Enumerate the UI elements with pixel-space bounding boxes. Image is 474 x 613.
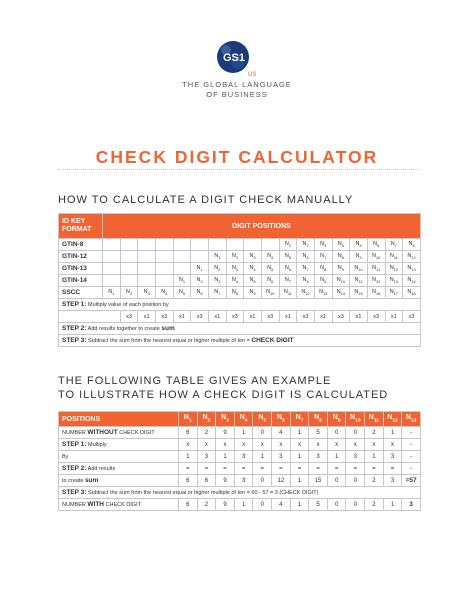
position-cell: $N_4$: [244, 263, 262, 275]
value-cell: 5: [309, 427, 328, 439]
value-cell: x: [327, 439, 346, 451]
value-cell: 6: [179, 427, 198, 439]
value-cell: =: [216, 463, 235, 475]
value-cell: 3: [346, 451, 365, 463]
value-cell: 1: [179, 451, 198, 463]
position-cell: $N_4$: [261, 251, 279, 263]
value-cell: 3: [309, 451, 328, 463]
position-cell: $N_{11}$: [279, 287, 297, 299]
value-cell: 0: [253, 499, 272, 511]
value-cell: x: [309, 439, 328, 451]
positions-label: POSITIONS: [59, 412, 179, 427]
position-cell: $N_1$: [208, 251, 226, 263]
position-cell: [173, 251, 191, 263]
value-cell: 9: [216, 499, 235, 511]
position-cell: $N_9$: [314, 275, 332, 287]
value-cell: 1: [234, 499, 253, 511]
position-header: $N_3$: [216, 412, 235, 427]
position-cell: $N_{12}$: [403, 251, 421, 263]
value-cell: 1: [383, 499, 402, 511]
multiplier-cell: x3: [191, 311, 209, 323]
value-cell: 0: [346, 427, 365, 439]
position-cell: [103, 239, 121, 251]
position-cell: $N_6$: [279, 263, 297, 275]
value-cell: x: [216, 439, 235, 451]
position-cell: $N_8$: [403, 239, 421, 251]
position-cell: [138, 263, 156, 275]
value-cell: 3: [234, 451, 253, 463]
position-cell: $N_1$: [279, 239, 297, 251]
value-cell: x: [197, 439, 216, 451]
value-cell: 0: [327, 427, 346, 439]
value-cell: 6: [179, 499, 198, 511]
position-cell: [226, 239, 244, 251]
value-cell: =: [197, 463, 216, 475]
position-cell: $N_{11}$: [367, 263, 385, 275]
format-label: SSCC: [59, 287, 103, 299]
value-cell: =: [253, 463, 272, 475]
tagline: [0, 80, 474, 100]
value-cell: 1: [290, 427, 309, 439]
value-cell: -: [402, 427, 421, 439]
divider: [58, 169, 420, 170]
value-cell: 6: [197, 475, 216, 487]
position-cell: [244, 239, 262, 251]
position-cell: $N_{14}$: [403, 275, 421, 287]
multiplier-cell: x1: [244, 311, 262, 323]
value-cell: 0: [346, 475, 365, 487]
position-cell: $N_{13}$: [403, 263, 421, 275]
position-cell: $N_{12}$: [367, 275, 385, 287]
multiplier-cell: x3: [367, 311, 385, 323]
value-cell: 0: [327, 475, 346, 487]
position-cell: [138, 239, 156, 251]
value-cell: 15: [309, 475, 328, 487]
format-label: GTIN-8: [59, 239, 103, 251]
position-header: $N_{11}$: [365, 412, 384, 427]
value-cell: 1: [234, 427, 253, 439]
position-cell: [120, 251, 138, 263]
value-cell: =: [383, 463, 402, 475]
position-cell: $N_9$: [244, 287, 262, 299]
value-cell: =: [272, 463, 291, 475]
position-header: $N_9$: [327, 412, 346, 427]
step-row: [59, 335, 421, 347]
gs1-logo: [215, 40, 261, 78]
position-cell: $N_5$: [173, 287, 191, 299]
position-cell: $N_{11}$: [385, 251, 403, 263]
format-label: GTIN-14: [59, 275, 103, 287]
position-cell: $N_4$: [155, 287, 173, 299]
value-cell: 3: [234, 475, 253, 487]
position-cell: $N_{18}$: [403, 287, 421, 299]
position-cell: $N_2$: [226, 251, 244, 263]
positions-header-row: [59, 412, 421, 427]
position-cell: $N_{10}$: [350, 263, 368, 275]
position-cell: $N_6$: [261, 275, 279, 287]
position-header: $N_2$: [197, 412, 216, 427]
value-cell: 3: [402, 499, 421, 511]
value-cell: x: [365, 439, 384, 451]
value-cell: 5: [309, 499, 328, 511]
position-header: $N_6$: [272, 412, 291, 427]
multiplier-cell: x1: [385, 311, 403, 323]
position-cell: [261, 239, 279, 251]
position-header: $N_5$: [253, 412, 272, 427]
position-cell: $N_2$: [208, 263, 226, 275]
position-cell: $N_{12}$: [297, 287, 315, 299]
position-cell: $N_2$: [191, 275, 209, 287]
position-cell: $N_5$: [350, 239, 368, 251]
value-cell: 1: [290, 499, 309, 511]
value-cell: x: [346, 439, 365, 451]
position-cell: $N_{12}$: [385, 263, 403, 275]
position-cell: $N_6$: [191, 287, 209, 299]
multiplier-row: [59, 311, 421, 323]
position-cell: [173, 263, 191, 275]
value-cell: 3: [383, 451, 402, 463]
value-cell: 0: [327, 499, 346, 511]
value-cell: x: [234, 439, 253, 451]
position-cell: $N_7$: [385, 239, 403, 251]
row-label: to create sum: [59, 475, 179, 487]
position-cell: $N_4$: [226, 275, 244, 287]
value-cell: =: [309, 463, 328, 475]
multiplier-cell: x1: [173, 311, 191, 323]
position-cell: $N_8$: [297, 275, 315, 287]
step-row: [59, 323, 421, 335]
step-row: [59, 299, 421, 311]
position-cell: $N_9$: [350, 251, 368, 263]
logo-sub: US: [248, 72, 257, 78]
value-cell: -: [402, 439, 421, 451]
value-cell: 2: [365, 427, 384, 439]
position-cell: $N_8$: [314, 263, 332, 275]
multiplier-cell: x1: [279, 311, 297, 323]
position-header: $N_7$: [290, 412, 309, 427]
value-cell: =57: [402, 475, 421, 487]
row-sum: [59, 475, 421, 487]
value-cell: 2: [365, 499, 384, 511]
position-header: $N_{10}$: [346, 412, 365, 427]
header-digit-positions: DIGIT POSITIONS: [103, 214, 421, 239]
step-text: STEP 1: Multiply value of each position by: [59, 299, 421, 311]
position-cell: $N_1$: [191, 263, 209, 275]
format-label: GTIN-12: [59, 251, 103, 263]
page-title: CHECK DIGIT CALCULATOR: [95, 147, 379, 167]
value-cell: 4: [272, 499, 291, 511]
step-text: STEP 3: Subtract the sum from the nearest equal or higher multiple of ten = 60 - 57 = 3 (CHECK DIGIT): [59, 487, 421, 499]
row-label: By: [59, 451, 179, 463]
position-cell: $N_6$: [297, 251, 315, 263]
position-cell: [138, 275, 156, 287]
value-cell: 12: [272, 475, 291, 487]
multiplier-cell: x3: [226, 311, 244, 323]
position-cell: $N_5$: [244, 275, 262, 287]
section1-heading: HOW TO CALCULATE A DIGIT CHECK MANUALLY: [58, 194, 354, 206]
position-cell: $N_7$: [279, 275, 297, 287]
row-with-check-digit: [59, 499, 421, 511]
multiplier-cell: x3: [155, 311, 173, 323]
value-cell: 6: [179, 475, 198, 487]
row-step1: [59, 439, 421, 451]
position-cell: $N_2$: [120, 287, 138, 299]
position-cell: $N_6$: [367, 239, 385, 251]
position-header: $N_{12}$: [383, 412, 402, 427]
value-cell: 0: [253, 427, 272, 439]
value-cell: 9: [216, 427, 235, 439]
value-cell: =: [234, 463, 253, 475]
position-cell: $N_{13}$: [385, 275, 403, 287]
position-cell: $N_8$: [332, 251, 350, 263]
value-cell: x: [290, 439, 309, 451]
value-cell: 4: [272, 427, 291, 439]
value-cell: x: [272, 439, 291, 451]
tagline-line1: THE GLOBAL LANGUAGE: [182, 80, 292, 89]
position-cell: $N_3$: [138, 287, 156, 299]
position-header: $N_4$: [234, 412, 253, 427]
value-cell: 1: [383, 427, 402, 439]
position-cell: $N_3$: [314, 239, 332, 251]
format-row: [59, 275, 421, 287]
multiplier-cell: x1: [138, 311, 156, 323]
example-table: [58, 411, 421, 511]
multiplier-cell: x1: [208, 311, 226, 323]
format-row: [59, 251, 421, 263]
position-header: $N_8$: [309, 412, 328, 427]
position-cell: $N_8$: [226, 287, 244, 299]
value-cell: 1: [290, 475, 309, 487]
value-cell: 0: [253, 475, 272, 487]
multiplier-cell: x3: [297, 311, 315, 323]
position-cell: $N_{13}$: [314, 287, 332, 299]
multiplier-cell: x1: [350, 311, 368, 323]
tagline-line2: OF BUSINESS: [206, 90, 268, 99]
section2-heading-line1: THE FOLLOWING TABLE GIVES AN EXAMPLE: [58, 375, 332, 387]
step-text: STEP 2: Add results together to create sum: [59, 323, 421, 335]
position-cell: $N_7$: [314, 251, 332, 263]
position-cell: $N_7$: [297, 263, 315, 275]
position-cell: [155, 263, 173, 275]
multiplier-cell: x3: [261, 311, 279, 323]
position-cell: $N_1$: [173, 275, 191, 287]
position-cell: [103, 275, 121, 287]
position-cell: [208, 239, 226, 251]
position-cell: $N_{14}$: [332, 287, 350, 299]
value-cell: -: [402, 463, 421, 475]
position-cell: $N_3$: [244, 251, 262, 263]
value-cell: 2: [197, 499, 216, 511]
position-cell: $N_2$: [297, 239, 315, 251]
value-cell: 9: [216, 475, 235, 487]
row-label: NUMBER WITH CHECK DIGIT: [59, 499, 179, 511]
position-cell: [173, 239, 191, 251]
format-row: [59, 239, 421, 251]
position-cell: $N_5$: [279, 251, 297, 263]
value-cell: 2: [197, 427, 216, 439]
multiplier-cell: x1: [314, 311, 332, 323]
position-cell: [191, 251, 209, 263]
position-cell: $N_{15}$: [350, 287, 368, 299]
value-cell: 3: [383, 475, 402, 487]
value-cell: =: [179, 463, 198, 475]
value-cell: 1: [290, 451, 309, 463]
position-cell: $N_9$: [332, 263, 350, 275]
row-step2: [59, 463, 421, 475]
header-id-key-format: ID KEY FORMAT: [59, 214, 103, 239]
value-cell: 3: [197, 451, 216, 463]
row-step3: [59, 487, 421, 499]
value-cell: x: [383, 439, 402, 451]
position-cell: [103, 251, 121, 263]
position-header: $N_1$: [179, 412, 198, 427]
position-cell: [138, 251, 156, 263]
position-cell: $N_1$: [103, 287, 121, 299]
value-cell: 3: [272, 451, 291, 463]
position-cell: [155, 275, 173, 287]
row-label: STEP 1: Multiply: [59, 439, 179, 451]
position-cell: $N_3$: [226, 263, 244, 275]
position-cell: [120, 275, 138, 287]
position-cell: $N_4$: [332, 239, 350, 251]
position-cell: $N_{11}$: [350, 275, 368, 287]
position-cell: $N_{16}$: [367, 287, 385, 299]
value-cell: x: [253, 439, 272, 451]
position-cell: [120, 239, 138, 251]
value-cell: 1: [253, 451, 272, 463]
position-cell: [120, 263, 138, 275]
position-cell: [191, 239, 209, 251]
position-cell: [103, 263, 121, 275]
position-cell: $N_{10}$: [261, 287, 279, 299]
value-cell: =: [327, 463, 346, 475]
position-cell: $N_{10}$: [332, 275, 350, 287]
position-cell: $N_{10}$: [367, 251, 385, 263]
value-cell: 1: [216, 451, 235, 463]
row-by: [59, 451, 421, 463]
value-cell: 0: [346, 499, 365, 511]
multiplier-cell: x3: [332, 311, 350, 323]
format-label: GTIN-13: [59, 263, 103, 275]
position-cell: $N_3$: [208, 275, 226, 287]
position-cell: $N_5$: [261, 263, 279, 275]
format-row: [59, 287, 421, 299]
blank-cell: [59, 311, 121, 323]
format-row: [59, 263, 421, 275]
row-without-check-digit: [59, 427, 421, 439]
row-label: NUMBER WITHOUT CHECK DIGIT: [59, 427, 179, 439]
value-cell: =: [290, 463, 309, 475]
position-cell: $N_{17}$: [385, 287, 403, 299]
position-cell: [155, 239, 173, 251]
step-text: STEP 3: Subtract the sum from the nearest equal or higher multiple of ten = CHECK DIGIT: [59, 335, 421, 347]
position-header: $N_{13}$: [402, 412, 421, 427]
position-cell: [155, 251, 173, 263]
position-cell: $N_7$: [208, 287, 226, 299]
value-cell: =: [346, 463, 365, 475]
section2-heading-line2: TO ILLUSTRATE HOW A CHECK DIGIT IS CALCULATED: [58, 389, 389, 401]
value-cell: 1: [327, 451, 346, 463]
value-cell: 2: [365, 475, 384, 487]
multiplier-cell: x3: [403, 311, 421, 323]
value-cell: x: [179, 439, 198, 451]
value-cell: -: [402, 451, 421, 463]
multiplier-cell: x3: [120, 311, 138, 323]
row-label: STEP 2: Add results: [59, 463, 179, 475]
digit-positions-table: [58, 213, 421, 347]
logo-text: GS1: [223, 52, 246, 64]
value-cell: 1: [365, 451, 384, 463]
value-cell: =: [365, 463, 384, 475]
